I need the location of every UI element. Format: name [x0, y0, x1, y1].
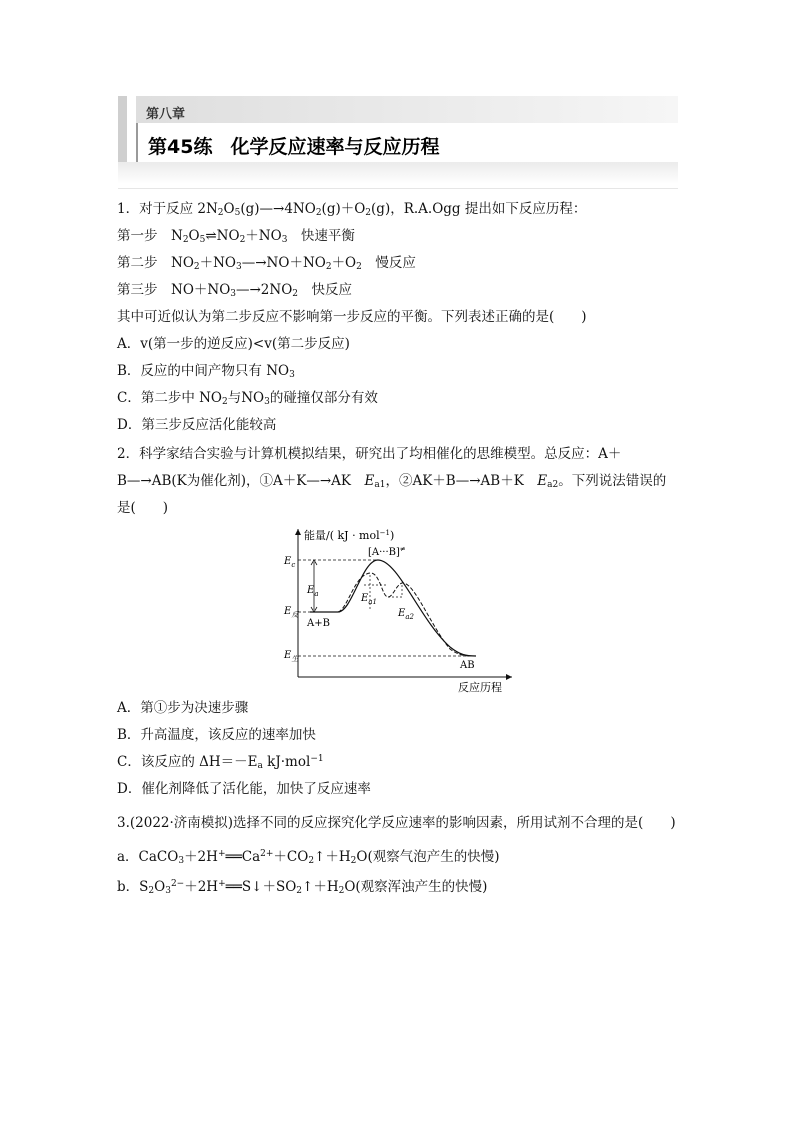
header-rule — [118, 188, 678, 189]
ea2-label: $E_{a2}$ — [398, 608, 414, 621]
q1-option-d: D．第三步反应活化能较高 — [117, 417, 277, 433]
reactant-energy-label: $E_反$ — [284, 606, 299, 619]
q1-question: 其中可近似认为第二步反应不影响第一步反应的平衡。下列表述正确的是( ) — [117, 309, 587, 325]
q2-option-a: A．第①步为决速步骤 — [117, 700, 249, 716]
y-axis-label: 能量/( kJ · mol$^{-1}$) — [304, 529, 395, 542]
product-energy-label: $E_生$ — [284, 650, 299, 663]
ea-label: $E_a$ — [307, 585, 319, 598]
q1-option-b: B．反应的中间产物只有 $NO_3$ — [117, 363, 295, 380]
q2-option-d: D．催化剂降低了活化能，加快了反应速率 — [117, 781, 371, 797]
q3-option-b: b．$S_2O_3^{2-}+2H^+══S↓+SO_2↑+H_2O$(观察浑浊产生的快慢) — [117, 879, 488, 896]
product-label: AB — [460, 660, 475, 671]
q2-option-c: C．该反应的 $\Delta H=-E_a$ kJ·mol$^{-1}$ — [117, 754, 324, 771]
q1-option-c: C．第二步中 $NO_2$与$NO_3$的碰撞仅部分有效 — [117, 390, 378, 407]
transition-state-label: [A···B]≠ — [368, 545, 406, 558]
q2-stem-line1: 2．科学家结合实验与计算机模拟结果，研究出了均相催化的思维模型。总反应：A＋ — [117, 446, 622, 462]
q1-stem: 1．对于反应 $2N_2O_5(g)—\to 4NO_2(g)+O_2(g)$，R.A.Ogg 提出如下反应历程： — [117, 201, 587, 218]
q2-stem-line2: B—→AB(K为催化剂)，①A＋K—→AK $E_{a1}$，②AK＋B—→AB＋K $E_{a2}$。下列说法错误的 — [117, 473, 667, 490]
header-divider — [136, 123, 138, 162]
ea1-label: $E_{a1}$ — [361, 593, 377, 606]
q1-step2: 第二步 $NO_2+NO_3—\to NO+NO_2+O_2$ 慢反应 — [117, 255, 416, 272]
header-band — [136, 96, 678, 123]
q2-option-b: B．升高温度，该反应的速率加快 — [117, 727, 316, 743]
q2-stem-line3: 是( ) — [117, 500, 169, 516]
chapter-label: 第八章 — [146, 107, 186, 122]
q3-option-a: a．$CaCO_3+2H^+══Ca^{2+}+CO_2↑+H_2O$(观察气泡产生的快慢) — [117, 849, 500, 866]
q3-stem: 3.(2022·济南模拟)选择不同的反应探究化学反应速率的影响因素，所用试剂不合理的是( ) — [117, 815, 676, 831]
header-shadow — [118, 162, 678, 184]
x-axis-label: 反应历程 — [458, 681, 502, 694]
q1-step1: 第一步 $N_2O_5\rightleftharpoons NO_2+NO_3$ 快速平衡 — [117, 228, 355, 245]
energy-profile-diagram — [280, 525, 520, 697]
ec-label: $E_c$ — [284, 556, 296, 569]
header-accent-bar — [118, 96, 127, 162]
title-number: 第45练 — [148, 136, 213, 158]
reactants-label: A+B — [307, 618, 330, 629]
page-title — [148, 132, 439, 159]
uncatalyzed-curve — [310, 560, 476, 656]
chapter-header — [118, 96, 678, 192]
q1-step3: 第三步 $NO+NO_3—\to 2NO_2$ 快反应 — [117, 282, 353, 299]
title-text: 化学反应速率与反应历程 — [230, 136, 440, 158]
q1-option-a: A．v(第一步的逆反应)<v(第二步反应) — [117, 336, 350, 352]
